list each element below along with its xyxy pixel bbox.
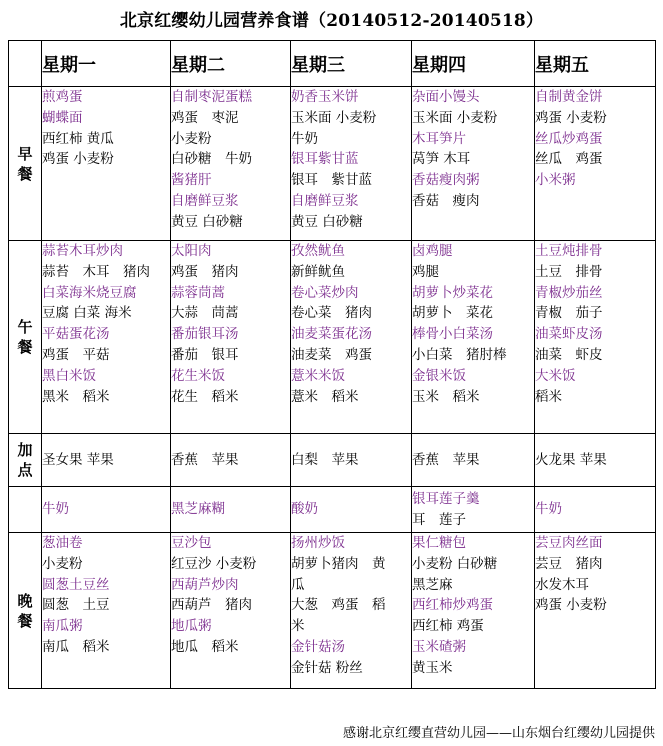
- ingredient-list: 番茄 银耳: [171, 346, 239, 363]
- menu-cell: [291, 487, 412, 533]
- meal-label-char: 点: [17, 461, 33, 479]
- dish-name: 果仁糖包: [412, 535, 466, 551]
- meal-label-snack2: [9, 487, 42, 533]
- menu-cell: [535, 241, 656, 434]
- menu-cell: [412, 533, 535, 689]
- dish-name: 小米粥: [535, 172, 576, 189]
- meal-label-char: 午: [17, 318, 33, 336]
- dish-name: 孜然鱿鱼: [291, 243, 345, 259]
- menu-cell: [412, 87, 535, 241]
- dish-name: 棒骨小白菜汤: [412, 326, 493, 343]
- menu-cell: [291, 241, 412, 434]
- dish-name: 蝴蝶面: [42, 109, 83, 126]
- dish-name: 丝瓜炒鸡蛋: [535, 130, 603, 147]
- dish-name: 平菇蛋花汤: [42, 326, 110, 343]
- ingredient-list: 银耳 紫甘蓝: [291, 172, 372, 189]
- day-header-friday: 星期五: [535, 41, 656, 87]
- ingredient-list: 鸡蛋 猪肉: [171, 263, 239, 280]
- menu-cell: [171, 241, 291, 434]
- ingredient-list: 大蒜 茼蒿: [171, 305, 239, 322]
- dish-name: 圆葱土豆丝: [42, 576, 110, 593]
- ingredient-list: 瓜: [291, 576, 305, 593]
- menu-cell: [412, 241, 535, 434]
- menu-cell: [535, 487, 656, 533]
- dish-name: 奶香玉米饼: [291, 89, 359, 105]
- ingredient-list: 小麦粉: [171, 130, 212, 147]
- dish-name: 自制黄金饼: [535, 89, 603, 105]
- ingredient-list: 大葱 鸡蛋 稻: [291, 597, 386, 614]
- ingredient-list: 香菇 瘦肉: [412, 192, 480, 209]
- snack-row: [9, 434, 656, 487]
- dinner-row: [9, 533, 656, 689]
- ingredient-list: 黑米 稻米: [42, 388, 110, 405]
- breakfast-row: [9, 87, 656, 241]
- ingredient-list: 胡萝卜 菜花: [412, 305, 493, 322]
- meal-label-char: 餐: [17, 164, 33, 183]
- menu-cell: [171, 87, 291, 241]
- ingredient-list: 鸡蛋 平菇: [42, 346, 110, 363]
- menu-cell: [42, 241, 171, 434]
- ingredient-list: 香蕉 苹果: [412, 451, 480, 468]
- dish-name: 自磨鲜豆浆: [291, 192, 359, 209]
- ingredient-list: 南瓜 稻米: [42, 638, 110, 655]
- ingredient-list: 圣女果 苹果: [42, 451, 114, 468]
- dish-name: 油菜虾皮汤: [535, 326, 603, 343]
- meal-label-char: 早: [17, 144, 33, 163]
- ingredient-list: 卷心菜 猪肉: [291, 305, 372, 322]
- ingredient-list: 玉米 稻米: [412, 388, 480, 405]
- dish-name: 花生米饭: [171, 367, 225, 384]
- dish-name: 酸奶: [291, 501, 318, 518]
- menu-cell: [42, 533, 171, 689]
- menu-cell: [535, 87, 656, 241]
- ingredient-list: 火龙果 苹果: [535, 451, 607, 468]
- ingredient-list: 花生 稻米: [171, 388, 239, 405]
- menu-cell: [42, 87, 171, 241]
- ingredient-list: 蒜苔 木耳 猪肉: [42, 263, 150, 280]
- menu-cell: [291, 434, 412, 487]
- meal-label-char: 餐: [17, 611, 33, 630]
- lunch-row: [9, 241, 656, 434]
- ingredient-list: 丝瓜 鸡蛋: [535, 151, 603, 168]
- dish-name: 番茄银耳汤: [171, 326, 239, 343]
- dish-name: 金针菇汤: [291, 638, 345, 655]
- ingredient-list: 黄玉米: [412, 659, 453, 676]
- ingredient-list: 西红柿 鸡蛋: [412, 618, 484, 635]
- menu-cell: [42, 434, 171, 487]
- dish-name: 木耳笋片: [412, 130, 466, 147]
- menu-cell: [291, 533, 412, 689]
- dish-name: 白菜海米烧豆腐: [42, 284, 137, 301]
- ingredient-list: 油菜 虾皮: [535, 346, 603, 363]
- menu-table: [8, 40, 656, 689]
- ingredient-list: 芸豆 猪肉: [535, 555, 603, 572]
- ingredient-list: 胡萝卜猪肉 黄: [291, 555, 386, 572]
- dish-name: 牛奶: [42, 501, 69, 518]
- dish-name: 牛奶: [535, 501, 562, 518]
- dish-name: 葱油卷: [42, 535, 83, 551]
- dish-name: 胡萝卜炒菜花: [412, 284, 493, 301]
- ingredient-list: 牛奶: [291, 130, 318, 147]
- meal-label-char: 晚: [17, 591, 33, 610]
- ingredient-list: 香蕉 苹果: [171, 451, 239, 468]
- menu-cell: [171, 533, 291, 689]
- dish-name: 卤鸡腿: [412, 243, 453, 259]
- ingredient-list: 地瓜 稻米: [171, 638, 239, 655]
- menu-cell: [412, 487, 535, 533]
- dish-name: 银耳紫甘蓝: [291, 151, 359, 168]
- dish-name: 自磨鲜豆浆: [171, 192, 239, 209]
- meal-label-char: 加: [17, 441, 33, 459]
- dish-name: 杂面小馒头: [412, 89, 480, 105]
- dish-name: 青椒炒茄丝: [535, 284, 603, 301]
- meal-label-char: 餐: [17, 338, 33, 356]
- menu-cell: [412, 434, 535, 487]
- ingredient-list: 青椒 茄子: [535, 305, 603, 322]
- meal-label-snack: [9, 434, 42, 487]
- ingredient-list: 薏米 稻米: [291, 388, 359, 405]
- ingredient-list: 小麦粉 白砂糖: [412, 555, 498, 572]
- ingredient-list: 鸡蛋 小麦粉: [42, 151, 114, 168]
- ingredient-list: 鸡腿: [412, 263, 439, 280]
- dish-name: 香菇瘦肉粥: [412, 172, 480, 189]
- ingredient-list: 西红柿 黄瓜: [42, 130, 114, 147]
- ingredient-list: 红豆沙 小麦粉: [171, 555, 257, 572]
- day-header-wednesday: 星期三: [291, 41, 412, 87]
- menu-cell: [171, 487, 291, 533]
- snack2-row: [9, 487, 656, 533]
- dish-name: 太阳肉: [171, 243, 212, 259]
- dish-name: 玉米碴粥: [412, 638, 466, 655]
- dish-name: 银耳莲子羹: [412, 490, 480, 507]
- day-header-thursday: 星期四: [412, 41, 535, 87]
- dish-name: 蒜苔木耳炒肉: [42, 243, 123, 259]
- header-row: [9, 41, 656, 87]
- ingredient-list: 黄豆 白砂糖: [291, 213, 363, 230]
- ingredient-list: 新鲜鱿鱼: [291, 263, 345, 280]
- dish-name: 酱猪肝: [171, 172, 212, 189]
- menu-cell: [535, 533, 656, 689]
- ingredient-list: 黄豆 白砂糖: [171, 213, 243, 230]
- dish-name: 扬州炒饭: [291, 535, 345, 551]
- menu-cell: [171, 434, 291, 487]
- ingredient-list: 鸡蛋 枣泥: [171, 109, 239, 126]
- ingredient-list: 米: [291, 618, 305, 635]
- ingredient-list: 玉米面 小麦粉: [291, 109, 377, 126]
- meal-label-lunch: [9, 241, 42, 434]
- page-title: 北京红缨幼儿园营养食谱（20140512-20140518）: [119, 11, 544, 31]
- dish-name: 薏米米饭: [291, 367, 345, 384]
- credit-line: 感谢北京红缨直营幼儿园——山东烟台红缨幼儿园提供: [342, 726, 655, 741]
- ingredient-list: 圆葱 土豆: [42, 597, 110, 614]
- dish-name: 卷心菜炒肉: [291, 284, 359, 301]
- dish-name: 金银米饭: [412, 367, 466, 384]
- ingredient-list: 金针菇 粉丝: [291, 659, 363, 676]
- ingredient-list: 鸡蛋 小麦粉: [535, 109, 607, 126]
- dish-name: 自制枣泥蛋糕: [171, 89, 252, 105]
- ingredient-list: 小麦粉: [42, 555, 83, 572]
- corner-cell: [9, 41, 42, 87]
- dish-name: 黑芝麻糊: [171, 501, 225, 518]
- ingredient-list: 耳 莲子: [412, 511, 466, 528]
- dish-name: 豆沙包: [171, 535, 212, 551]
- ingredient-list: 莴笋 木耳: [412, 151, 471, 168]
- day-header-tuesday: 星期二: [171, 41, 291, 87]
- day-header-monday: 星期一: [42, 41, 171, 87]
- ingredient-list: 白砂糖 牛奶: [171, 151, 252, 168]
- ingredient-list: 稻米: [535, 388, 562, 405]
- dish-name: 蒜蓉茼蒿: [171, 284, 225, 301]
- ingredient-list: 油麦菜 鸡蛋: [291, 346, 372, 363]
- dish-name: 大米饭: [535, 367, 576, 384]
- dish-name: 油麦菜蛋花汤: [291, 326, 372, 343]
- ingredient-list: 白梨 苹果: [291, 451, 359, 468]
- meal-label-breakfast: [9, 87, 42, 241]
- ingredient-list: 土豆 排骨: [535, 263, 603, 280]
- menu-cell: [42, 487, 171, 533]
- ingredient-list: 玉米面 小麦粉: [412, 109, 498, 126]
- menu-cell: [291, 87, 412, 241]
- dish-name: 土豆炖排骨: [535, 243, 603, 259]
- ingredient-list: 水发木耳: [535, 576, 589, 593]
- menu-cell: [535, 434, 656, 487]
- dish-name: 南瓜粥: [42, 618, 83, 635]
- dish-name: 西葫芦炒肉: [171, 576, 239, 593]
- dish-name: 煎鸡蛋: [42, 89, 83, 105]
- ingredient-list: 西葫芦 猪肉: [171, 597, 252, 614]
- meal-label-dinner: [9, 533, 42, 689]
- dish-name: 黑白米饭: [42, 367, 96, 384]
- dish-name: 芸豆肉丝面: [535, 535, 603, 551]
- ingredient-list: 鸡蛋 小麦粉: [535, 597, 607, 614]
- ingredient-list: 豆腐 白菜 海米: [42, 305, 132, 322]
- dish-name: 地瓜粥: [171, 618, 212, 635]
- ingredient-list: 黑芝麻: [412, 576, 453, 593]
- ingredient-list: 小白菜 猪肘棒: [412, 346, 507, 363]
- dish-name: 西红柿炒鸡蛋: [412, 597, 493, 614]
